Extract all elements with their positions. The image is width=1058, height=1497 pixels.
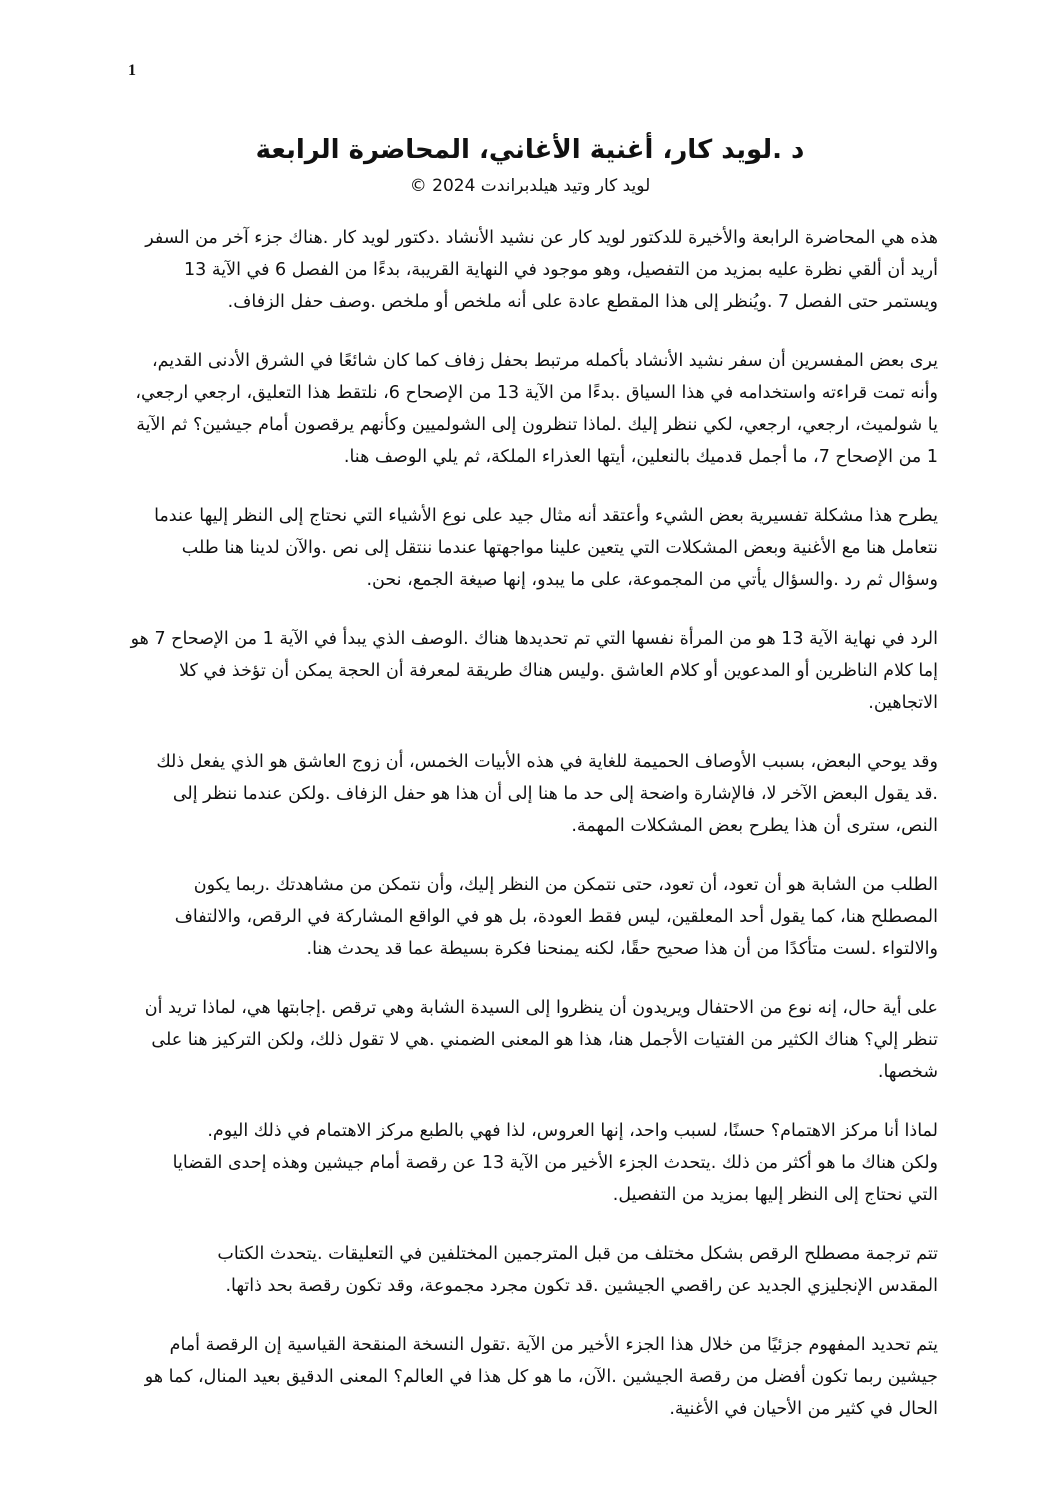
paragraph-9: تتم ترجمة مصطلح الرقص بشكل مختلف من قبل المترجمين المختلفين في التعليقات .يتحدث الكتاب المقدس الإنجليزي الجديد عن راقصي الجيشين .قد تكون مجرد مجموعة، وقد تكون رقصة بحد ذاتها. [217, 1244, 938, 1296]
paragraph-4: الرد في نهاية الآية 13 هو من المرأة نفسها التي تم تحديدها هناك .الوصف الذي يبدأ في الآية 1 من الإصحاح 7 هو إما كلام الناظرين أو المدعوين أو كلام العاشق .وليس هناك طريقة لمعرفة أن الحجة يمكن أن تؤخذ في كلا الاتجاهين. [130, 629, 938, 713]
paragraph-5: وقد يوحي البعض، بسبب الأوصاف الحميمة للغاية في هذه الأبيات الخمس، أن زوج العاشق هو الذي يفعل ذلك .قد يقول البعض الآخر لا، فالإشارة واضحة إلى حد ما هنا إلى أن هذا هو حفل الزفاف .ولكن عندما ننظر إلى النص، سترى أن هذا يطرح بعض المشكلات المهمة. [156, 752, 938, 836]
paragraph-1: هذه هي المحاضرة الرابعة والأخيرة للدكتور لويد كار عن نشيد الأنشاد .دكتور لويد كار .هناك جزء آخر من السفر أريد أن ألقي نظرة عليه بمزيد من التفصيل، وهو موجود في النهاية القريبة، بدءًا من الفصل 6 في الآية 13 ويستمر حتى الفصل 7 .ويُنظر إلى هذا المقطع عادة على أنه ملخص أو ملخص .وصف حفل الزفاف. [145, 228, 938, 312]
document-title: د .لويد كار، أغنية الأغاني، المحاضرة الرابعة [255, 135, 805, 165]
document-subtitle: لويد كار وتيد هيلدبراندت 2024 © [409, 176, 651, 196]
page-number: 1 [128, 62, 136, 79]
document-body [128, 222, 938, 1452]
paragraph-8: لماذا أنا مركز الاهتمام؟ حسنًا، لسبب واحد، إنها العروس، لذا فهي بالطبع مركز الاهتمام في ذلك اليوم. ولكن هناك ما هو أكثر من ذلك .يتحدث الجزء الأخير من الآية 13 عن رقصة أمام جيشين وهذه إحدى القضايا التي نحتاج إلى النظر إليها بمزيد من التفصيل. [172, 1121, 938, 1205]
paragraph-10: يتم تحديد المفهوم جزئيًا من خلال هذا الجزء الأخير من الآية .تقول النسخة المنقحة القياسية إن الرقصة أمام جيشين ربما تكون أفضل من رقصة الجيشين .الآن، ما هو كل هذا في العالم؟ المعنى الدقيق بعيد المنال، كما هو الحال في كثير من الأحيان في الأغنية. [144, 1335, 938, 1419]
paragraph-2: يرى بعض المفسرين أن سفر نشيد الأنشاد بأكمله مرتبط بحفل زفاف كما كان شائعًا في الشرق الأدنى القديم، وأنه تمت قراءته واستخدامه في هذا السياق .بدءًا من الآية 13 من الإصحاح 6، نلتقط هذا التعليق، ارجعي ارجعي، يا شولميث، ارجعي، ارجعي، لكي ننظر إليك .لماذا تنظرون إلى الشولميين وكأنهم يرقصون أمام جيشين؟ ثم الآية 1 من الإصحاح 7، ما أجمل قدميك بالنعلين، أيتها العذراء الملكة، ثم يلي الوصف هنا. [135, 351, 938, 467]
paragraph-3: يطرح هذا مشكلة تفسيرية بعض الشيء وأعتقد أنه مثال جيد على نوع الأشياء التي نحتاج إلى النظر إليها عندما نتعامل هنا مع الأغنية وبعض المشكلات التي يتعين علينا مواجهتها عندما ننتقل إلى نص .والآن لدينا هنا طلب وسؤال ثم رد .والسؤال يأتي من المجموعة، على ما يبدو، إنها صيغة الجمع، نحن. [154, 506, 938, 590]
paragraph-7: على أية حال، إنه نوع من الاحتفال ويريدون أن ينظروا إلى السيدة الشابة وهي ترقص .إجابتها هي، لماذا تريد أن تنظر إلي؟ هناك الكثير من الفتيات الأجمل هنا، هذا هو المعنى الضمني .هي لا تقول ذلك، ولكن التركيز هنا على شخصها. [144, 998, 938, 1082]
paragraph-6: الطلب من الشابة هو أن تعود، أن تعود، حتى نتمكن من النظر إليك، وأن نتمكن من مشاهدتك .ربما يكون المصطلح هنا، كما يقول أحد المعلقين، ليس فقط العودة، بل هو في الواقع المشاركة في الرقص، والالتفاف والالتواء .لست متأكدًا من أن هذا صحيح حقًا، لكنه يمنحنا فكرة بسيطة عما قد يحدث هنا. [174, 875, 938, 959]
